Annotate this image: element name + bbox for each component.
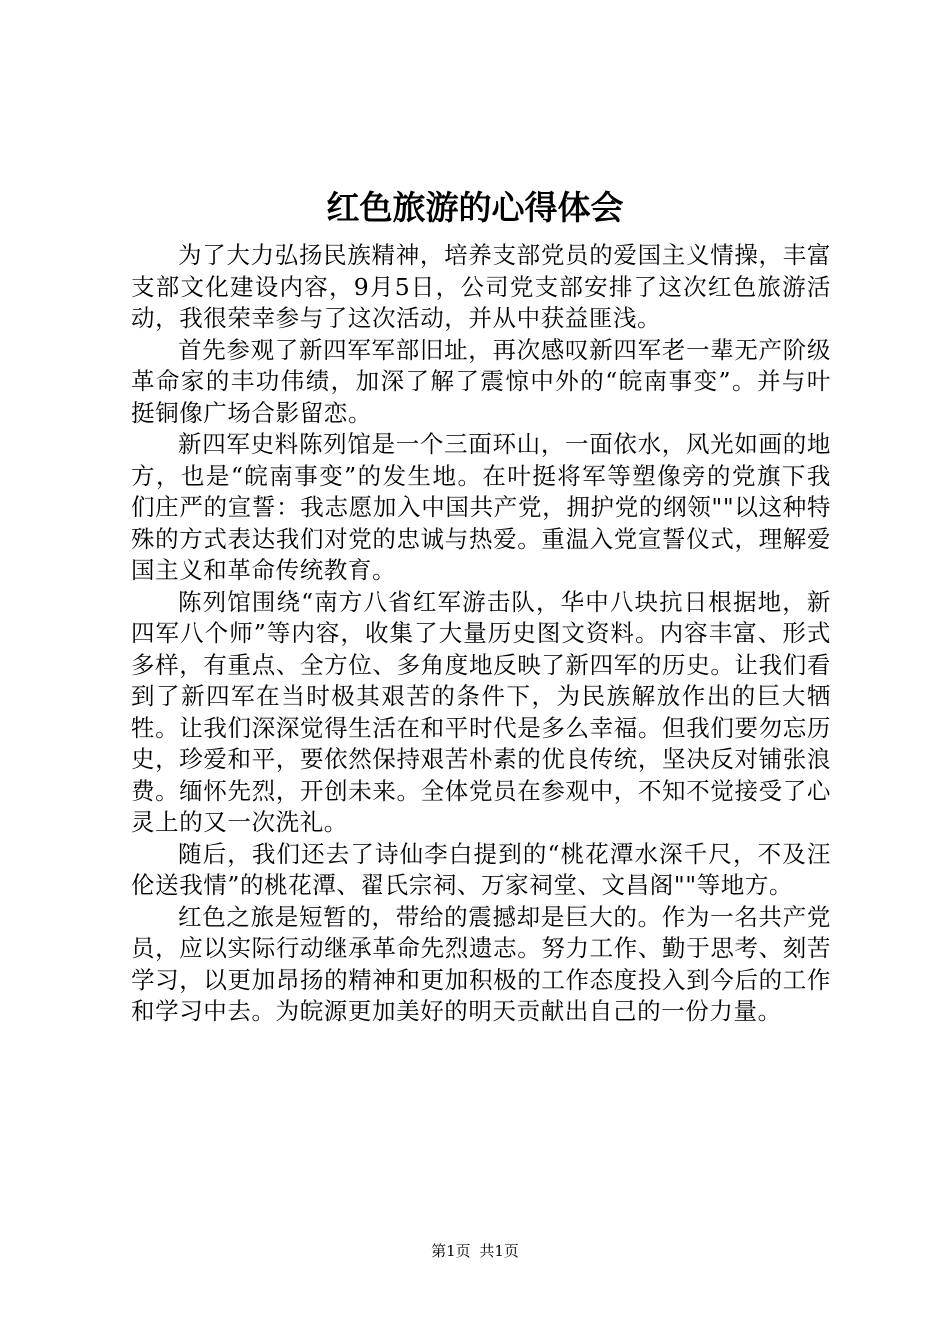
paragraph-4: 陈列馆围绕“南方八省红军游击队，华中八块抗日根据地，新四军八个师”等内容，收集了大量历史图文资料。内容丰富、形式多样，有重点、全方位、多角度地反映了新四军的历史。让我们看到了新四军在当时极其艰苦的条件下，为民族解放作出的巨大牺牲。让我们深深觉得生活在和平时代是多么幸福。但我们要勿忘历史，珍爱和平，要依然保持艰苦朴素的优良传统，坚决反对铺张浪费。缅怀先烈，开创未来。全体党员在参观中，不知不觉接受了心灵上的又一次洗礼。 [131, 587, 831, 836]
paragraph-1: 为了大力弘扬民族精神，培养支部党员的爱国主义情操，丰富支部文化建设内容，9月5日，公司党支部安排了这次红色旅游活动，我很荣幸参与了这次活动，并从中获益匪浅。 [131, 241, 831, 332]
paragraph-6: 红色之旅是短暂的，带给的震撼却是巨大的。作为一名共产党员，应以实际行动继承革命先烈遗志。努力工作、勤于思考、刻苦学习，以更加昂扬的精神和更加积极的工作态度投入到今后的工作和学习中去。为皖源更加美好的明天贡献出自己的一份力量。 [131, 902, 831, 1025]
paragraph-5: 随后，我们还去了诗仙李白提到的“桃花潭水深千尺，不及汪伦送我情”的桃花潭、翟氏宗祠、万家祠堂、文昌阁""等地方。 [131, 839, 831, 899]
page-number-total: 共1页 [479, 1242, 519, 1260]
document-body [131, 240, 831, 1028]
paragraph-2: 首先参观了新四军军部旧址，再次感叹新四军老一辈无产阶级革命家的丰功伟绩，加深了解了震惊中外的“皖南事变”。并与叶挺铜像广场合影留恋。 [131, 335, 831, 427]
paragraph-3: 新四军史料陈列馆是一个三面环山，一面依水，风光如画的地方，也是“皖南事变”的发生地。在叶挺将军等塑像旁的党旗下我们庄严的宣誓：我志愿加入中国共产党，拥护党的纲领""以这种特殊的方式表达我们对党的忠诚与热爱。重温入党宣誓仪式，理解爱国主义和革命传统教育。 [131, 430, 831, 584]
page-footer [0, 1241, 950, 1261]
document-title: 红色旅游的心得体会 [326, 188, 624, 227]
page-number-current: 第1页 [431, 1242, 471, 1260]
